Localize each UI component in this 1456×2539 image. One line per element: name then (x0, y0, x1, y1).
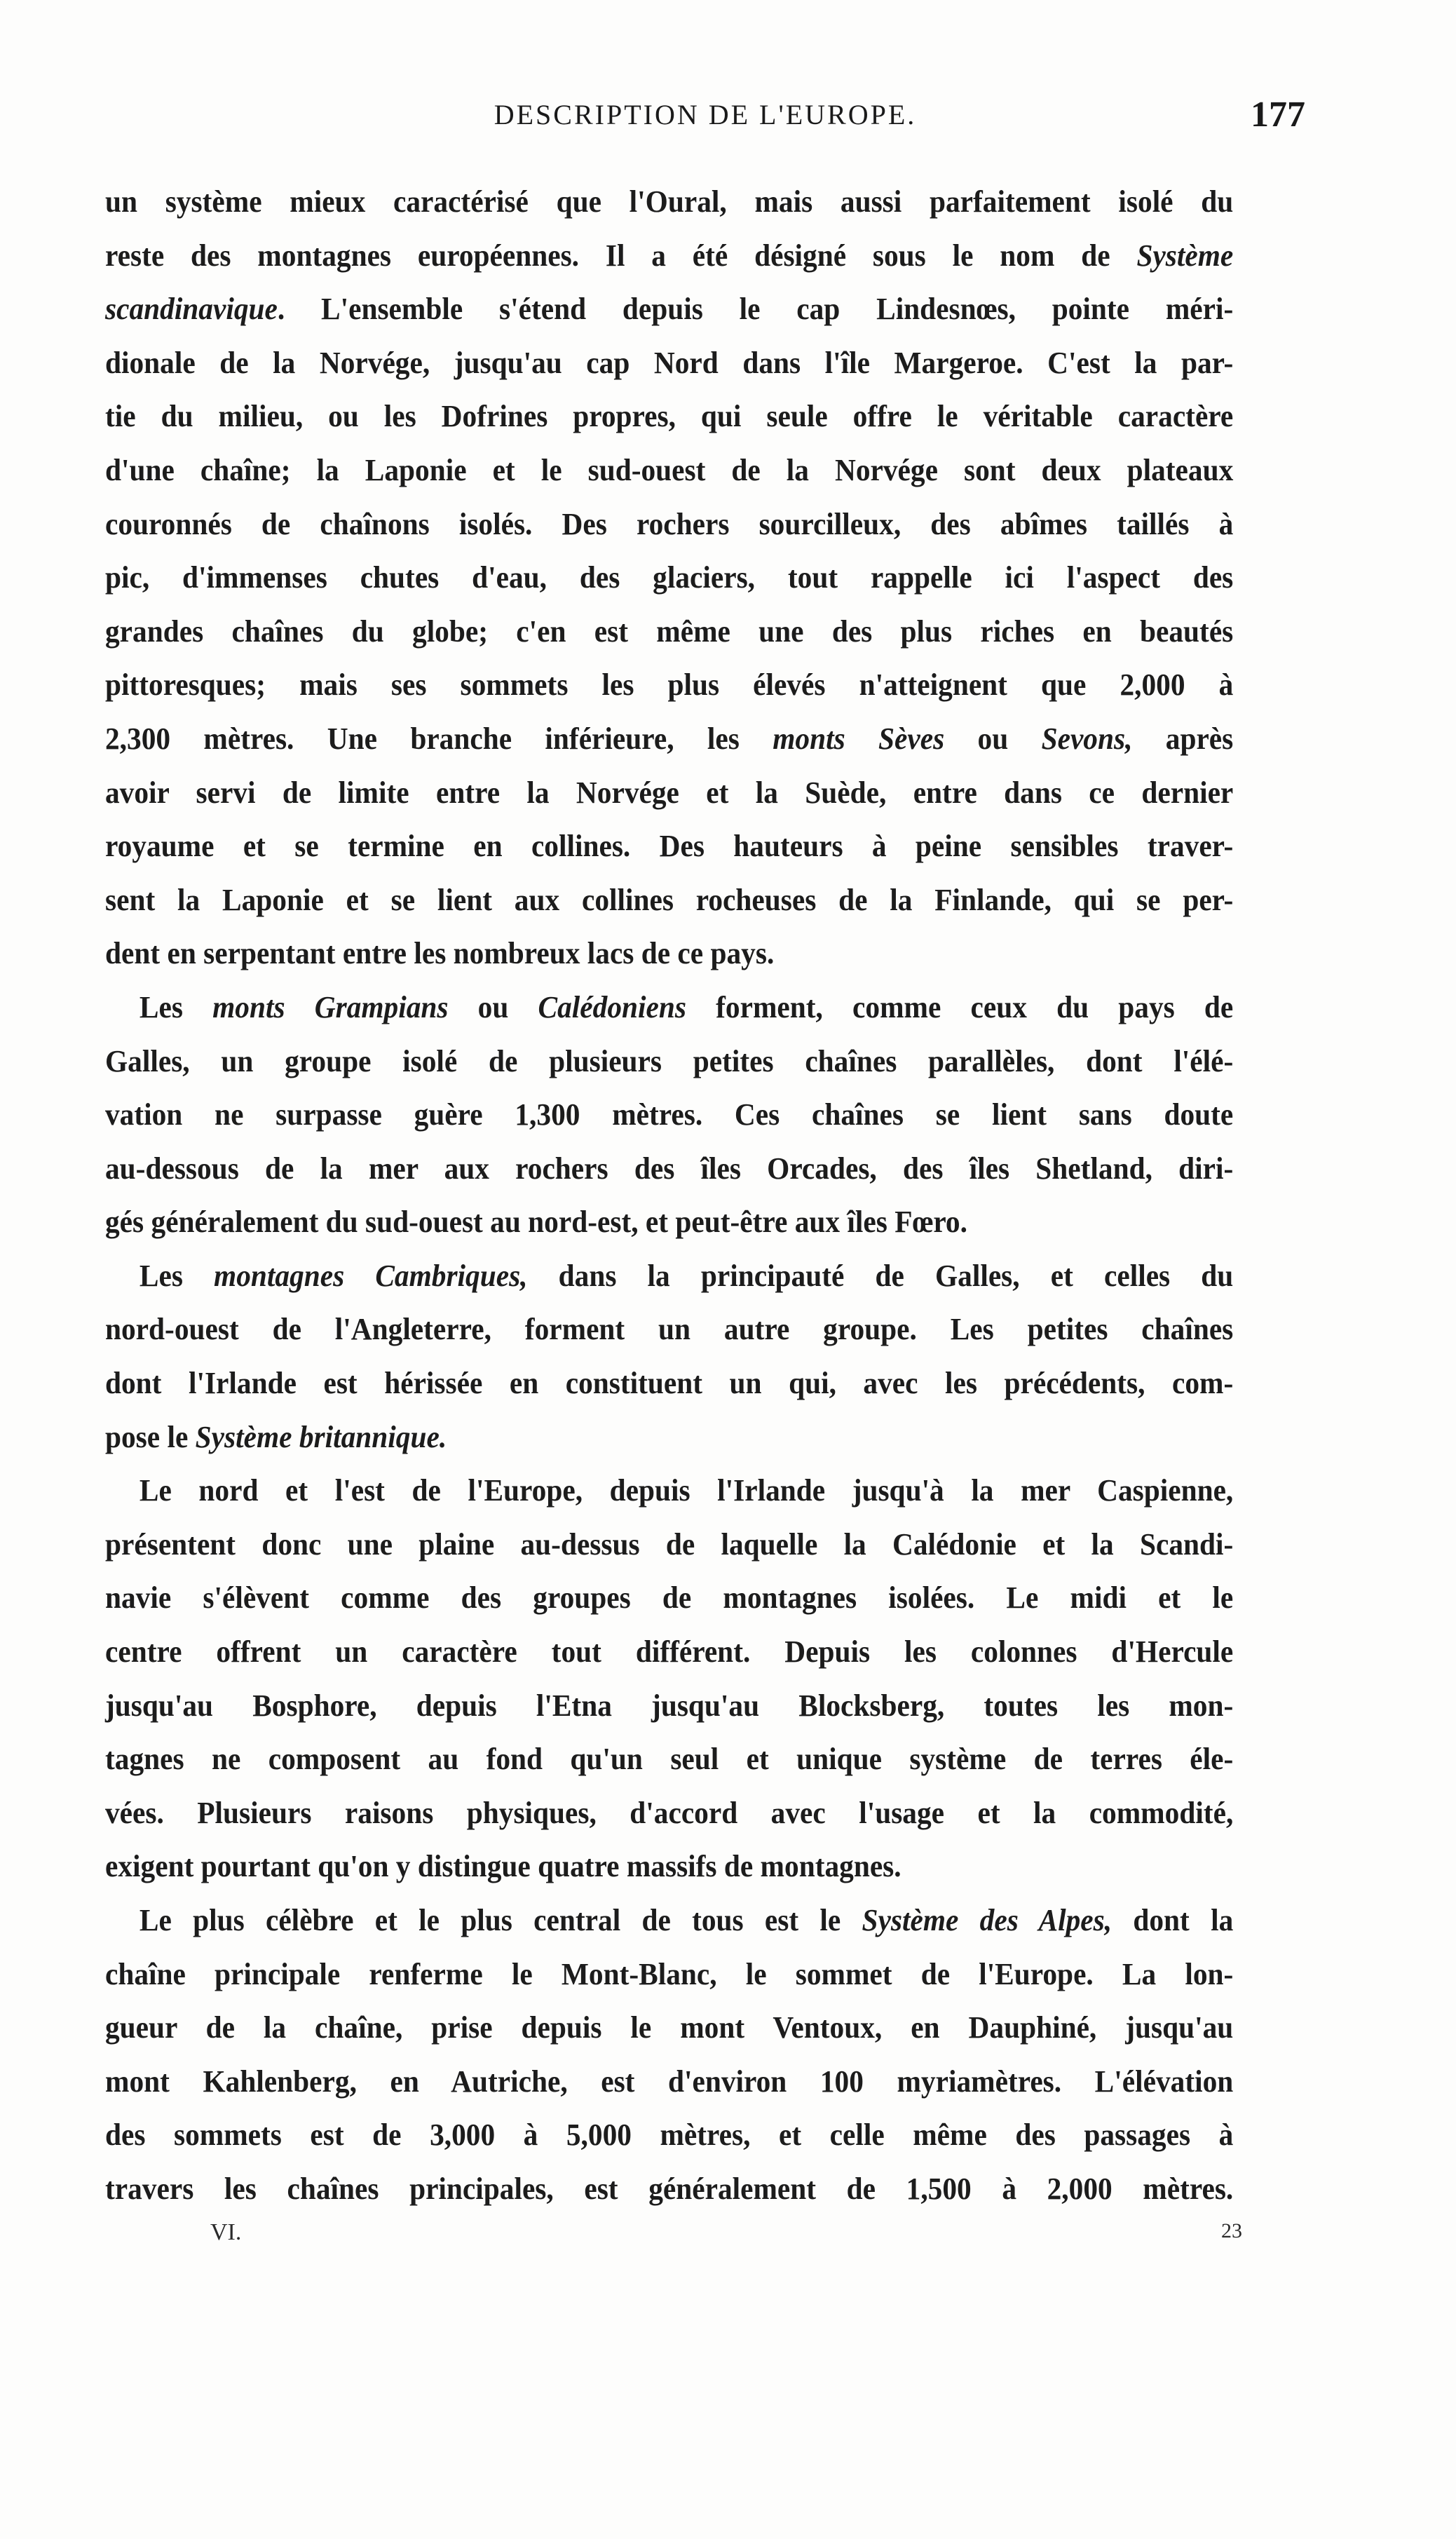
text-line (105, 2001, 1233, 2055)
text-run: 2,300 mètres. Une branche inférieure, les (105, 721, 773, 756)
text-line (105, 551, 1233, 605)
text-run: navie s'élèvent comme des groupes de montagnes isolées. Le midi et le (105, 1580, 1234, 1616)
italic-phrase: Système des Alpes, (862, 1903, 1113, 1937)
italic-phrase: Système britannique. (195, 1419, 447, 1454)
text-run: Le nord et l'est de l'Europe, depuis l'Irlande jusqu'à la mer Caspienne, (139, 1473, 1234, 1508)
text-run: Galles, un groupe isolé de plusieurs petites chaînes parallèles, dont l'élé- (105, 1043, 1234, 1078)
signature-mark: 23 (1221, 2219, 1242, 2242)
text-run: . L'ensemble s'étend depuis le cap Lindesnœs, pointe méri- (277, 292, 1234, 327)
text-line (105, 927, 1233, 981)
text-run: ou (944, 721, 1042, 756)
text-line (105, 1679, 1233, 1733)
text-run: après (1132, 721, 1234, 756)
page-number: 177 (1251, 95, 1305, 135)
text-line (105, 1142, 1233, 1196)
text-line (105, 337, 1233, 391)
italic-phrase: monts Sèves (773, 721, 945, 756)
text-run: ou (448, 989, 538, 1024)
italic-phrase: monts Grampians (212, 989, 449, 1024)
text-run: pittoresques; mais ses sommets les plus élevés n'atteignent que 2,000 à (105, 668, 1234, 703)
text-line (105, 981, 1233, 1035)
text-run: dans la principauté de Galles, et celles du (527, 1258, 1234, 1293)
text-run: Les (139, 1258, 215, 1293)
italic-phrase: scandinavique (105, 292, 278, 327)
running-title: DESCRIPTION DE L'EUROPE. (494, 99, 917, 130)
text-run: pose le (105, 1419, 196, 1454)
text-run: couronnés de chaînons isolés. Des rochers sourcilleux, des abîmes taillés à (105, 506, 1234, 541)
text-run: reste des montagnes européennes. Il a été désigné sous le nom de (105, 238, 1137, 273)
text-line (105, 1357, 1233, 1411)
text-line (105, 283, 1233, 337)
text-run: présentent donc une plaine au-dessus de laquelle la Calédonie et la Scandi- (105, 1526, 1234, 1562)
text-run: gueur de la chaîne, prise depuis le mont Ventoux, en Dauphiné, jusqu'au (105, 2010, 1234, 2045)
text-run: d'une chaîne; la Laponie et le sud-ouest de la Norvége sont deux plateaux (105, 452, 1234, 487)
text-line (105, 1035, 1233, 1089)
italic-phrase: Sevons, (1041, 721, 1133, 756)
text-line (105, 874, 1233, 928)
text-line (105, 2108, 1233, 2162)
text-run: des sommets est de 3,000 à 5,000 mètres, et celle même des passages à (105, 2118, 1234, 2153)
text-line (105, 1948, 1233, 2002)
text-run: centre offrent un caractère tout différent. Depuis les colonnes d'Hercule (105, 1634, 1234, 1670)
text-run: gés généralement du sud-ouest au nord-est, et peut-être aux îles Fœro. (105, 1205, 967, 1240)
text-run: tagnes ne composent au fond qu'un seul et unique système de terres éle- (105, 1742, 1234, 1777)
text-line (105, 1787, 1233, 1841)
text-run: dent en serpentant entre les nombreux lacs de ce pays. (105, 936, 775, 971)
text-run: travers les chaînes principales, est généralement de 1,500 à 2,000 mètres. (105, 2171, 1234, 2206)
text-line (105, 390, 1233, 444)
text-run: chaîne principale renferme le Mont-Blanc, le sommet de l'Europe. La lon- (105, 1956, 1234, 1991)
text-run: tie du milieu, ou les Dofrines propres, qui seule offre le véritable caractère (105, 399, 1234, 434)
text-run: dont l'Irlande est hérissée en constituent un qui, avec les précédents, com- (105, 1366, 1234, 1401)
text-line (105, 444, 1233, 498)
text-line (105, 1411, 1233, 1465)
text-line (105, 1571, 1233, 1625)
text-line (105, 1894, 1233, 1948)
text-line (105, 1625, 1233, 1679)
text-run: un système mieux caractérisé que l'Oural, mais aussi parfaitement isolé du (105, 184, 1234, 219)
text-run: forment, comme ceux du pays de (686, 989, 1234, 1024)
text-run: dionale de la Norvége, jusqu'au cap Nord dans l'île Margeroe. C'est la par- (105, 345, 1234, 380)
running-header (105, 95, 1305, 140)
text-line (105, 1196, 1233, 1250)
text-line (105, 2055, 1233, 2109)
text-line (105, 2162, 1233, 2216)
page-footer (105, 2219, 1305, 2254)
text-run: grandes chaînes du globe; c'en est même une des plus riches en beautés (105, 614, 1234, 649)
text-line (105, 1518, 1233, 1572)
italic-phrase: Système (1136, 238, 1234, 273)
text-line (105, 175, 1233, 229)
text-run: exigent pourtant qu'on y distingue quatre massifs de montagnes. (105, 1849, 902, 1884)
text-run: vation ne surpasse guère 1,300 mètres. Ces chaînes se lient sans doute (105, 1097, 1234, 1132)
text-line (105, 1464, 1233, 1518)
italic-phrase: Calédoniens (538, 989, 686, 1024)
text-run: au-dessous de la mer aux rochers des îles Orcades, des îles Shetland, diri- (105, 1151, 1234, 1186)
text-run: vées. Plusieurs raisons physiques, d'accord avec l'usage et la commodité, (105, 1795, 1234, 1830)
italic-phrase: montagnes Cambriques, (214, 1258, 528, 1293)
text-line (105, 1303, 1233, 1357)
text-line (105, 1088, 1233, 1142)
text-line (105, 1733, 1233, 1787)
text-run: dont la (1112, 1903, 1234, 1937)
text-line (105, 229, 1233, 283)
text-line (105, 766, 1233, 820)
text-run: jusqu'au Bosphore, depuis l'Etna jusqu'au Blocksberg, toutes les mon- (105, 1688, 1234, 1723)
text-line (105, 820, 1233, 874)
text-run: sent la Laponie et se lient aux collines rocheuses de la Finlande, qui se per- (105, 882, 1234, 917)
text-run: pic, d'immenses chutes d'eau, des glaciers, tout rappelle ici l'aspect des (105, 560, 1234, 595)
text-run: mont Kahlenberg, en Autriche, est d'environ 100 myriamètres. L'élévation (105, 2064, 1234, 2099)
text-run: nord-ouest de l'Angleterre, forment un autre groupe. Les petites chaînes (105, 1312, 1234, 1347)
text-run: Les (139, 989, 213, 1024)
body-text (105, 175, 1233, 2216)
text-line (105, 605, 1233, 659)
volume-mark: VI. (210, 2219, 242, 2245)
text-line (105, 1250, 1233, 1304)
text-run: royaume et se termine en collines. Des hauteurs à peine sensibles traver- (105, 829, 1234, 864)
text-line (105, 1840, 1233, 1894)
text-line (105, 498, 1233, 552)
text-line (105, 712, 1233, 766)
text-line (105, 658, 1233, 712)
text-run: avoir servi de limite entre la Norvége et la Suède, entre dans ce dernier (105, 775, 1234, 810)
text-run: Le plus célèbre et le plus central de tous est le (139, 1903, 862, 1937)
